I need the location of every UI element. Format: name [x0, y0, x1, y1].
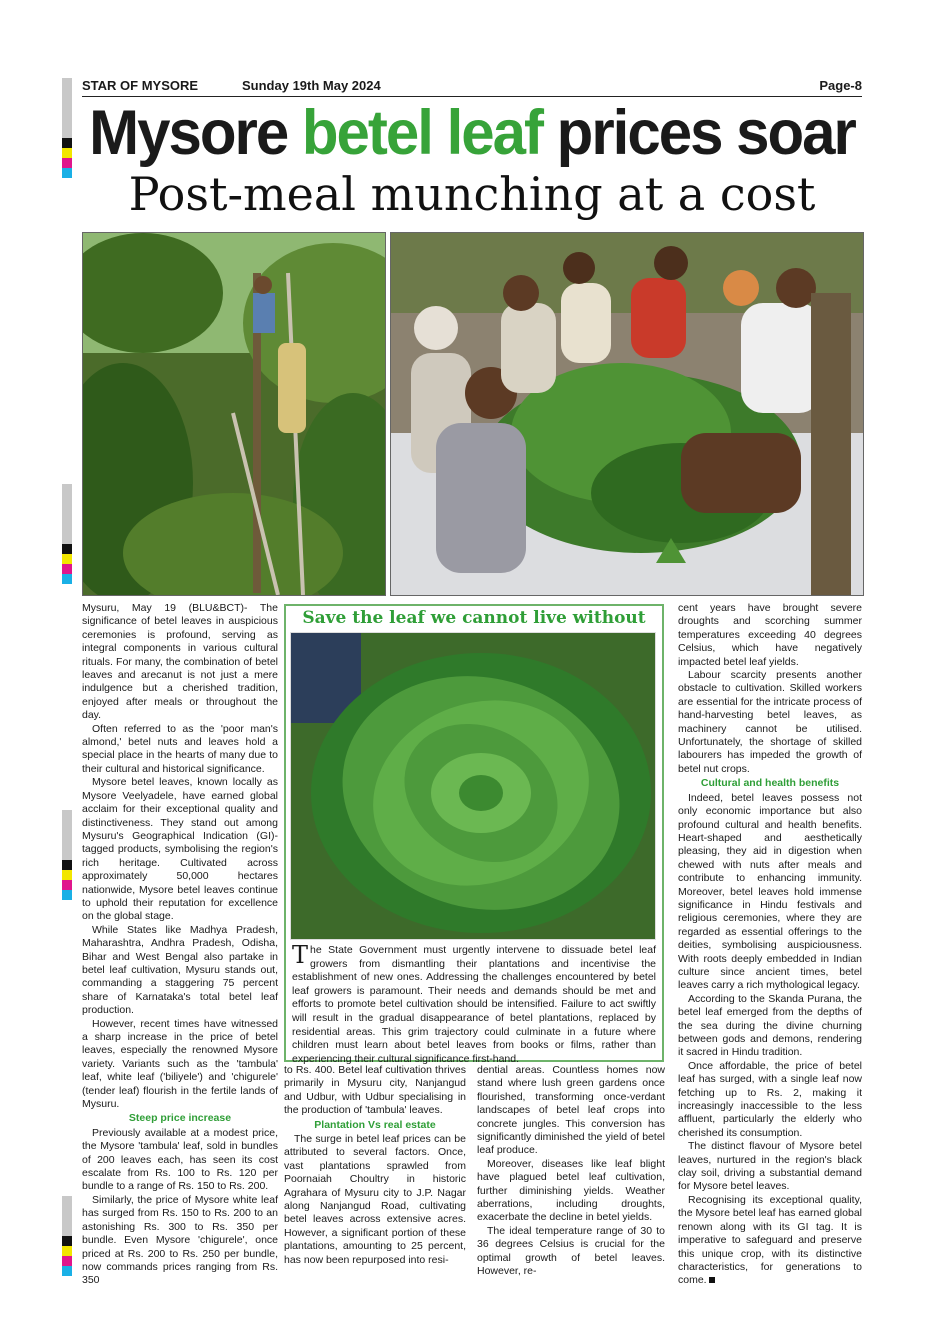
headline — [82, 98, 862, 167]
photo-workers-sorting-leaves — [390, 232, 864, 596]
article-column-2 — [284, 1064, 466, 1267]
box-title: Save the leaf we cannot live without — [302, 608, 646, 628]
article-paragraph: The ideal temperature range of 30 to 36 degrees Celsius is crucial for the optimal growth of betel leaves. However, re- — [477, 1224, 665, 1278]
closing-text: Recognising its exceptional quality, the Mysore betel leaf has earned global renown along with its GI tag. It is imperative to safeguard and preserve this unique crop, with its distinctive characteristics, for generations to come. — [678, 1193, 862, 1287]
article-column-3 — [477, 1064, 665, 1279]
article-column-1 — [82, 602, 278, 1288]
registration-marks-mid-top — [62, 484, 72, 584]
article-paragraph — [678, 1194, 862, 1288]
photo-betel-plantation-climber — [82, 232, 386, 596]
box-dropcap: T — [292, 941, 309, 969]
registration-marks-mid-bottom — [62, 810, 72, 900]
article-paragraph: Previously available at a modest price, the Mysore 'tambula' leaf, sold in bundles of 200 leaves each, has seen its cost escalate from Rs. 100 to Rs. 120 per bundle to a range of Rs. 150 to Rs. 200. — [82, 1126, 278, 1193]
box-body: he State Government must urgently intervene to dissuade betel leaf growers from dismantling their plantations and incentivise the establishment of new ones. Addressing the challenges encountered by betel leaf growers is paramount. Their needs and demands should be met and efforts to promote betel cultivation should be intensified. Failure to act swiftly will result in the gradual disappearance of betel plantations, replaced by residential areas. This grim trajectory could culminate in a future where children must learn about betel leaves from books or films, rather than experiencing their cultural significance first-hand. — [292, 944, 656, 1065]
article-paragraph: Moreover, diseases like leaf blight have plagued betel leaf cultivation, further diminishing yields. Weather aberrations, including droughts, exacerbate the decline in betel yields. — [477, 1157, 665, 1224]
article-paragraph: cent years have brought severe droughts and scorching summer temperatures exceeding 40 degrees Celsius, which have negatively impacted betel leaf yields. — [678, 602, 862, 668]
page-number: Page-8 — [819, 78, 862, 93]
article-paragraph: The distinct flavour of Mysore betel leaves, nurtured in the region's black clay soil, driving a substantial demand for Mysore betel leaves. — [678, 1140, 862, 1193]
article-paragraph: Similarly, the price of Mysore white leaf has surged from Rs. 150 to Rs. 200 to an astonishing Rs. 300 to Rs. 350 per bundle. Even Mysore 'chigurele', once priced at Rs. 200 to Rs. 250 per bundle, now commands prices ranging from Rs. 350 — [82, 1193, 278, 1287]
subheading-plantation: Plantation Vs real estate — [314, 1118, 436, 1131]
headline-part3: prices soar — [542, 97, 855, 168]
article-paragraph: Mysuru, May 19 (BLU&BCT)- The significance of betel leaves in auspicious ceremonies is profound, serving as integral components in various cultural rituals. For many, the combination of betel leaves and arecanut is not just a mere indulgence but a cherished tradition, enjoyed after meals or throughout the day. — [82, 602, 278, 722]
end-mark — [709, 1277, 715, 1283]
subheadline: Post-meal munching at a cost — [128, 167, 816, 221]
article-column-4 — [678, 602, 862, 1288]
page-header — [82, 76, 862, 97]
article-paragraph: Indeed, betel leaves possess not only economic importance but also profound cultural and health benefits. Heart-shaped and aesthetically pleasing, they aid in digestion when chewed with nuts after meals and contribute to enhancing immunity. Moreover, betel leaves hold immense significance in Hindu festivals and religious ceremonies, where they are regarded as essential offerings to the deities, symbolising auspiciousness. With roots deeply embedded in Indian culture since ancient times, betel leaves carry a rich mythological legacy. — [678, 791, 862, 992]
article-paragraph: While States like Madhya Pradesh, Maharashtra, Andhra Pradesh, Odisha, Bihar and West Bengal also partake in betel leaf cultivation, Mysuru stands out, commanding a staggering 75 percent share of Karnataka's total betel leaf production. — [82, 923, 278, 1017]
subheading-steep-price: Steep price increase — [128, 1112, 232, 1125]
article-paragraph: Labour scarcity presents another obstacle to cultivation. Skilled workers are essential for the intricate process of hand-harvesting betel leaves, as machinery cannot be utilised. Unfortunately, the shortage of skilled labourers has impeded the growth of betel nut crops. — [678, 669, 862, 775]
article-paragraph: The surge in betel leaf prices can be attributed to several factors. Once, vast plantations sprawled from Poornaiah Choultry in historic Agrahara of Mysuru city to J.P. Nagar along Nanjangud Road, cultivating betel leaves across extensive acres. However, a significant portion of these plantations, amounting to 25 percent, has now been repurposed into resi- — [284, 1133, 466, 1266]
headline-part1: Mysore — [89, 97, 302, 168]
paper-name: STAR OF MYSORE — [82, 78, 199, 93]
issue-date: Sunday 19th May 2024 — [242, 78, 381, 93]
registration-marks-top — [62, 78, 72, 178]
subheading-cultural: Cultural and health benefits — [700, 777, 840, 790]
article-paragraph: Mysore betel leaves, known locally as Mysore Veelyadele, have earned global acclaim for their exceptional quality and distinctiveness. They stand out among Mysuru's Geographical Indication (GI)-tagged products, symbolising the region's rich heritage. Cultivated across approximately 50,000 hectares nationwide, Mysore betel leaves continue to uphold their reputation for excellence on the global stage. — [82, 776, 278, 923]
article-paragraph: Once affordable, the price of betel leaf has surged, with a single leaf now fetching up to Rs. 2, making it increasingly inaccessible to the less affluent, particularly the elderly who cherished its consumption. — [678, 1059, 862, 1139]
sidebar-box — [284, 604, 664, 1065]
article-paragraph: dential areas. Countless homes now stand where lush green gardens once flourished, transforming once-verdant landscapes of betel leaf crops into concrete jungles. This conversion has significantly diminished the yield of betel leaf produce. — [477, 1064, 665, 1157]
article-paragraph: Often referred to as the 'poor man's almond,' betel nuts and leaves hold a special place in the hearts of many due to their cultural and historical significance. — [82, 722, 278, 775]
article-paragraph: According to the Skanda Purana, the betel leaf emerged from the depths of the sea during the divine churning between gods and demons, rendering it sacred in Hindu tradition. — [678, 992, 862, 1059]
box-text — [286, 941, 662, 1066]
photo-betel-leaf-bundle — [290, 632, 656, 940]
article-paragraph: However, recent times have witnessed a sharp increase in the price of betel leaves, especially the renowned Mysore variety. Variants such as the 'tambula' leaf, white leaf ('biliyele') and 'chigurele' (tender leaf) flourish in the fertile lands of Mysuru. — [82, 1017, 278, 1111]
registration-marks-bottom — [62, 1196, 72, 1276]
headline-highlight: betel leaf — [301, 97, 542, 168]
article-paragraph: to Rs. 400. Betel leaf cultivation thrives primarily in Mysuru city, Nanjangud and Udbur, with Udbur specialising in the production of 'tambula' leaves. — [284, 1064, 466, 1117]
